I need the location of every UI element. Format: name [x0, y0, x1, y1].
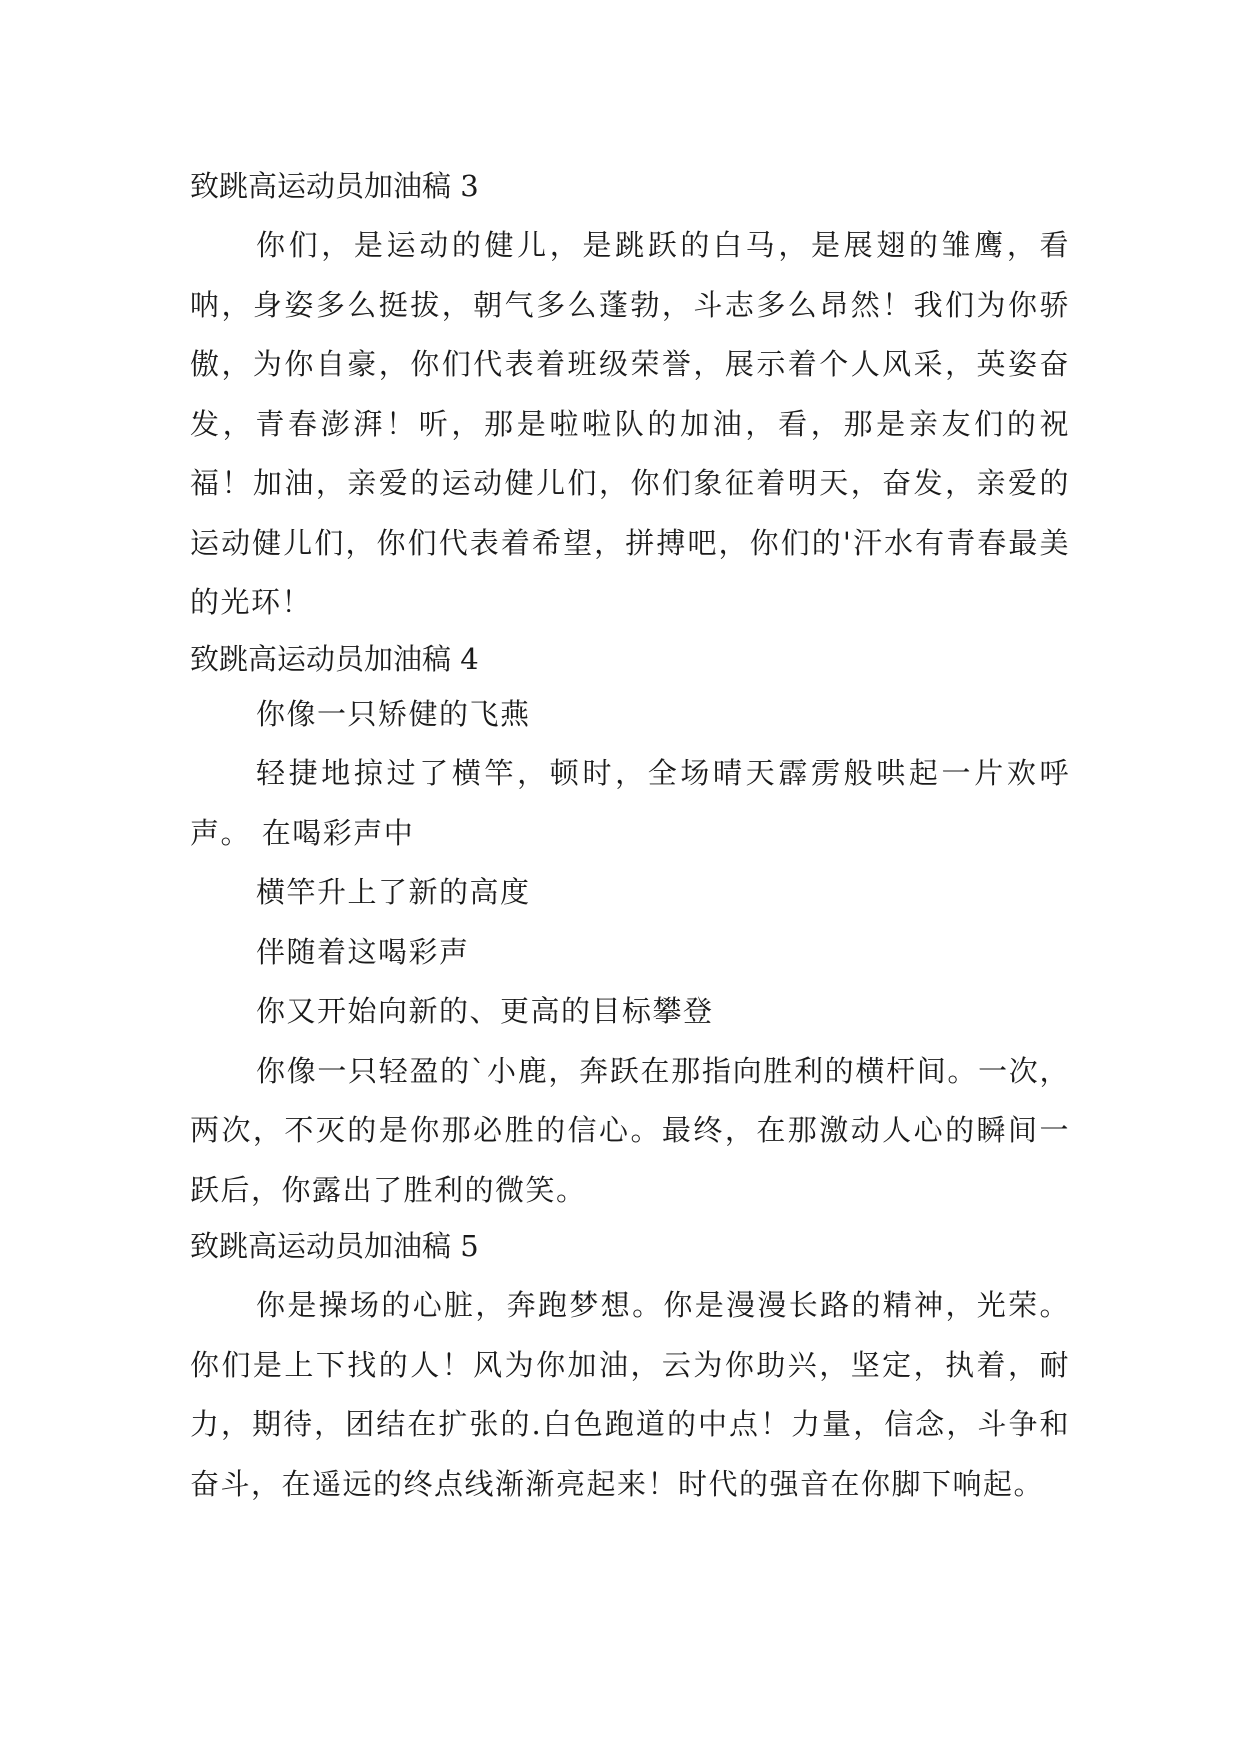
paragraph: 你是操场的心脏，奔跑梦想。你是漫漫长路的精神，光荣。你们是上下找的人！风为你加油，云为你助兴，坚定，执着，耐力，期待，团结在扩张的.白色跑道的中点！力量，信念，斗争和奋斗，在遥远的终点线渐渐亮起来！时代的强音在你脚下响起。 [190, 1288, 1070, 1501]
section-heading: 致跳高运动员加油稿 3 [190, 169, 479, 203]
paragraph: 你像一只矫健的飞燕 [256, 696, 531, 731]
section-5 [190, 1220, 1070, 1514]
section-heading: 致跳高运动员加油稿 4 [190, 641, 479, 676]
document-page [190, 160, 1070, 1514]
paragraph: 伴随着这喝彩声 [256, 934, 470, 969]
section-4 [190, 633, 1070, 1221]
paragraph: 你们，是运动的健儿，是跳跃的白马，是展翅的雏鹰，看呐，身姿多么挺拔，朝气多么蓬勃，斗志多么昂然！我们为你骄傲，为你自豪，你们代表着班级荣誉，展示着个人风采，英姿奋发，青春澎湃！听，那是啦啦队的加油，看，那是亲友们的祝福！加油，亲爱的运动健儿们，你们象征着明天，奋发，亲爱的运动健儿们，你们代表着希望，拼搏吧，你们的'汗水有青春最美的光环！ [190, 228, 1070, 619]
paragraph: 你像一只轻盈的`小鹿，奔跃在那指向胜利的横杆间。一次，两次，不灭的是你那必胜的信心。最终，在那激动人心的瞬间一跃后，你露出了胜利的微笑。 [190, 1053, 1070, 1207]
paragraph: 你又开始向新的、更高的目标攀登 [256, 994, 714, 1028]
paragraph: 轻捷地掠过了横竿，顿时，全场晴天霹雳般哄起一片欢呼声。 在喝彩声中 [190, 756, 1070, 850]
paragraph: 横竿升上了新的高度 [256, 875, 531, 909]
section-heading: 致跳高运动员加油稿 5 [190, 1229, 479, 1263]
section-3 [190, 160, 1070, 633]
